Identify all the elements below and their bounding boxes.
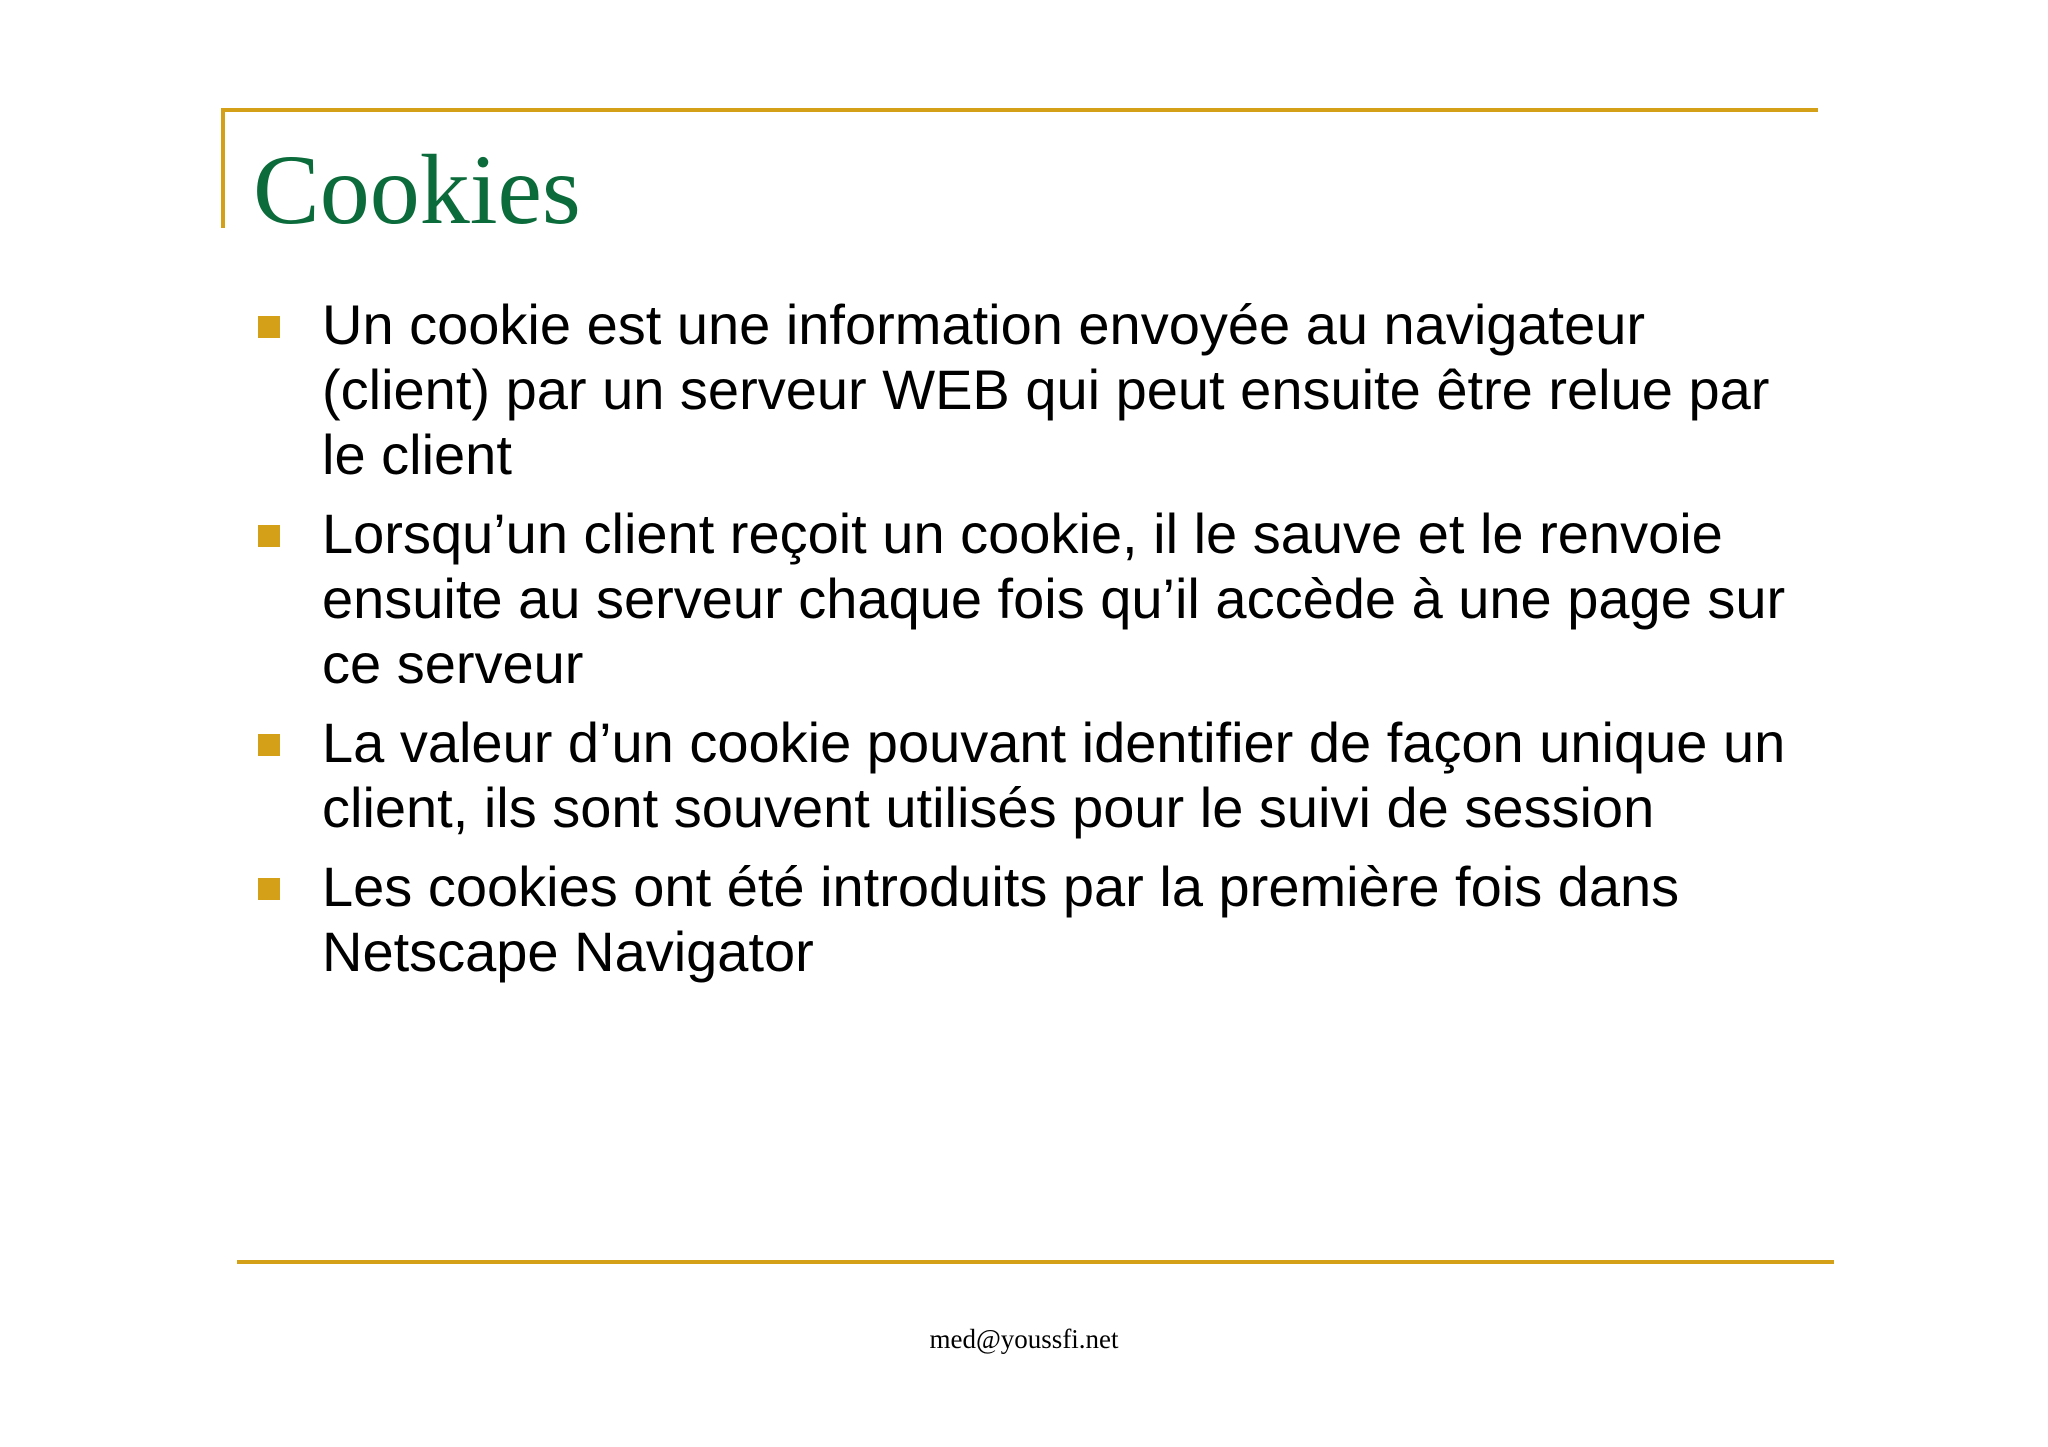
title-frame-top-rule bbox=[221, 108, 1818, 112]
title-frame-left-rule bbox=[221, 108, 225, 228]
bullet-item bbox=[252, 854, 1822, 984]
bullet-item bbox=[252, 292, 1822, 487]
square-bullet-icon bbox=[258, 878, 280, 900]
bullet-item bbox=[252, 501, 1822, 696]
bullet-text: Les cookies ont été introduits par la première fois dans Netscape Navigator bbox=[322, 855, 1680, 983]
bullet-list bbox=[252, 292, 1822, 998]
square-bullet-icon bbox=[258, 734, 280, 756]
bullet-text: Lorsqu’un client reçoit un cookie, il le sauve et le renvoie ensuite au serveur chaque fois qu’il accède à une page sur ce serveur bbox=[322, 502, 1786, 695]
slide-title: Cookies bbox=[253, 134, 581, 245]
square-bullet-icon bbox=[258, 525, 280, 547]
bullet-text: Un cookie est une information envoyée au navigateur (client) par un serveur WEB qui peut ensuite être relue par le client bbox=[322, 293, 1770, 486]
footer-email: med@youssfi.net bbox=[929, 1324, 1119, 1354]
bullet-text: La valeur d’un cookie pouvant identifier de façon unique un client, ils sont souvent utilisés pour le suivi de session bbox=[322, 711, 1786, 839]
footer-rule bbox=[237, 1260, 1834, 1264]
bullet-item bbox=[252, 710, 1822, 840]
square-bullet-icon bbox=[258, 316, 280, 338]
